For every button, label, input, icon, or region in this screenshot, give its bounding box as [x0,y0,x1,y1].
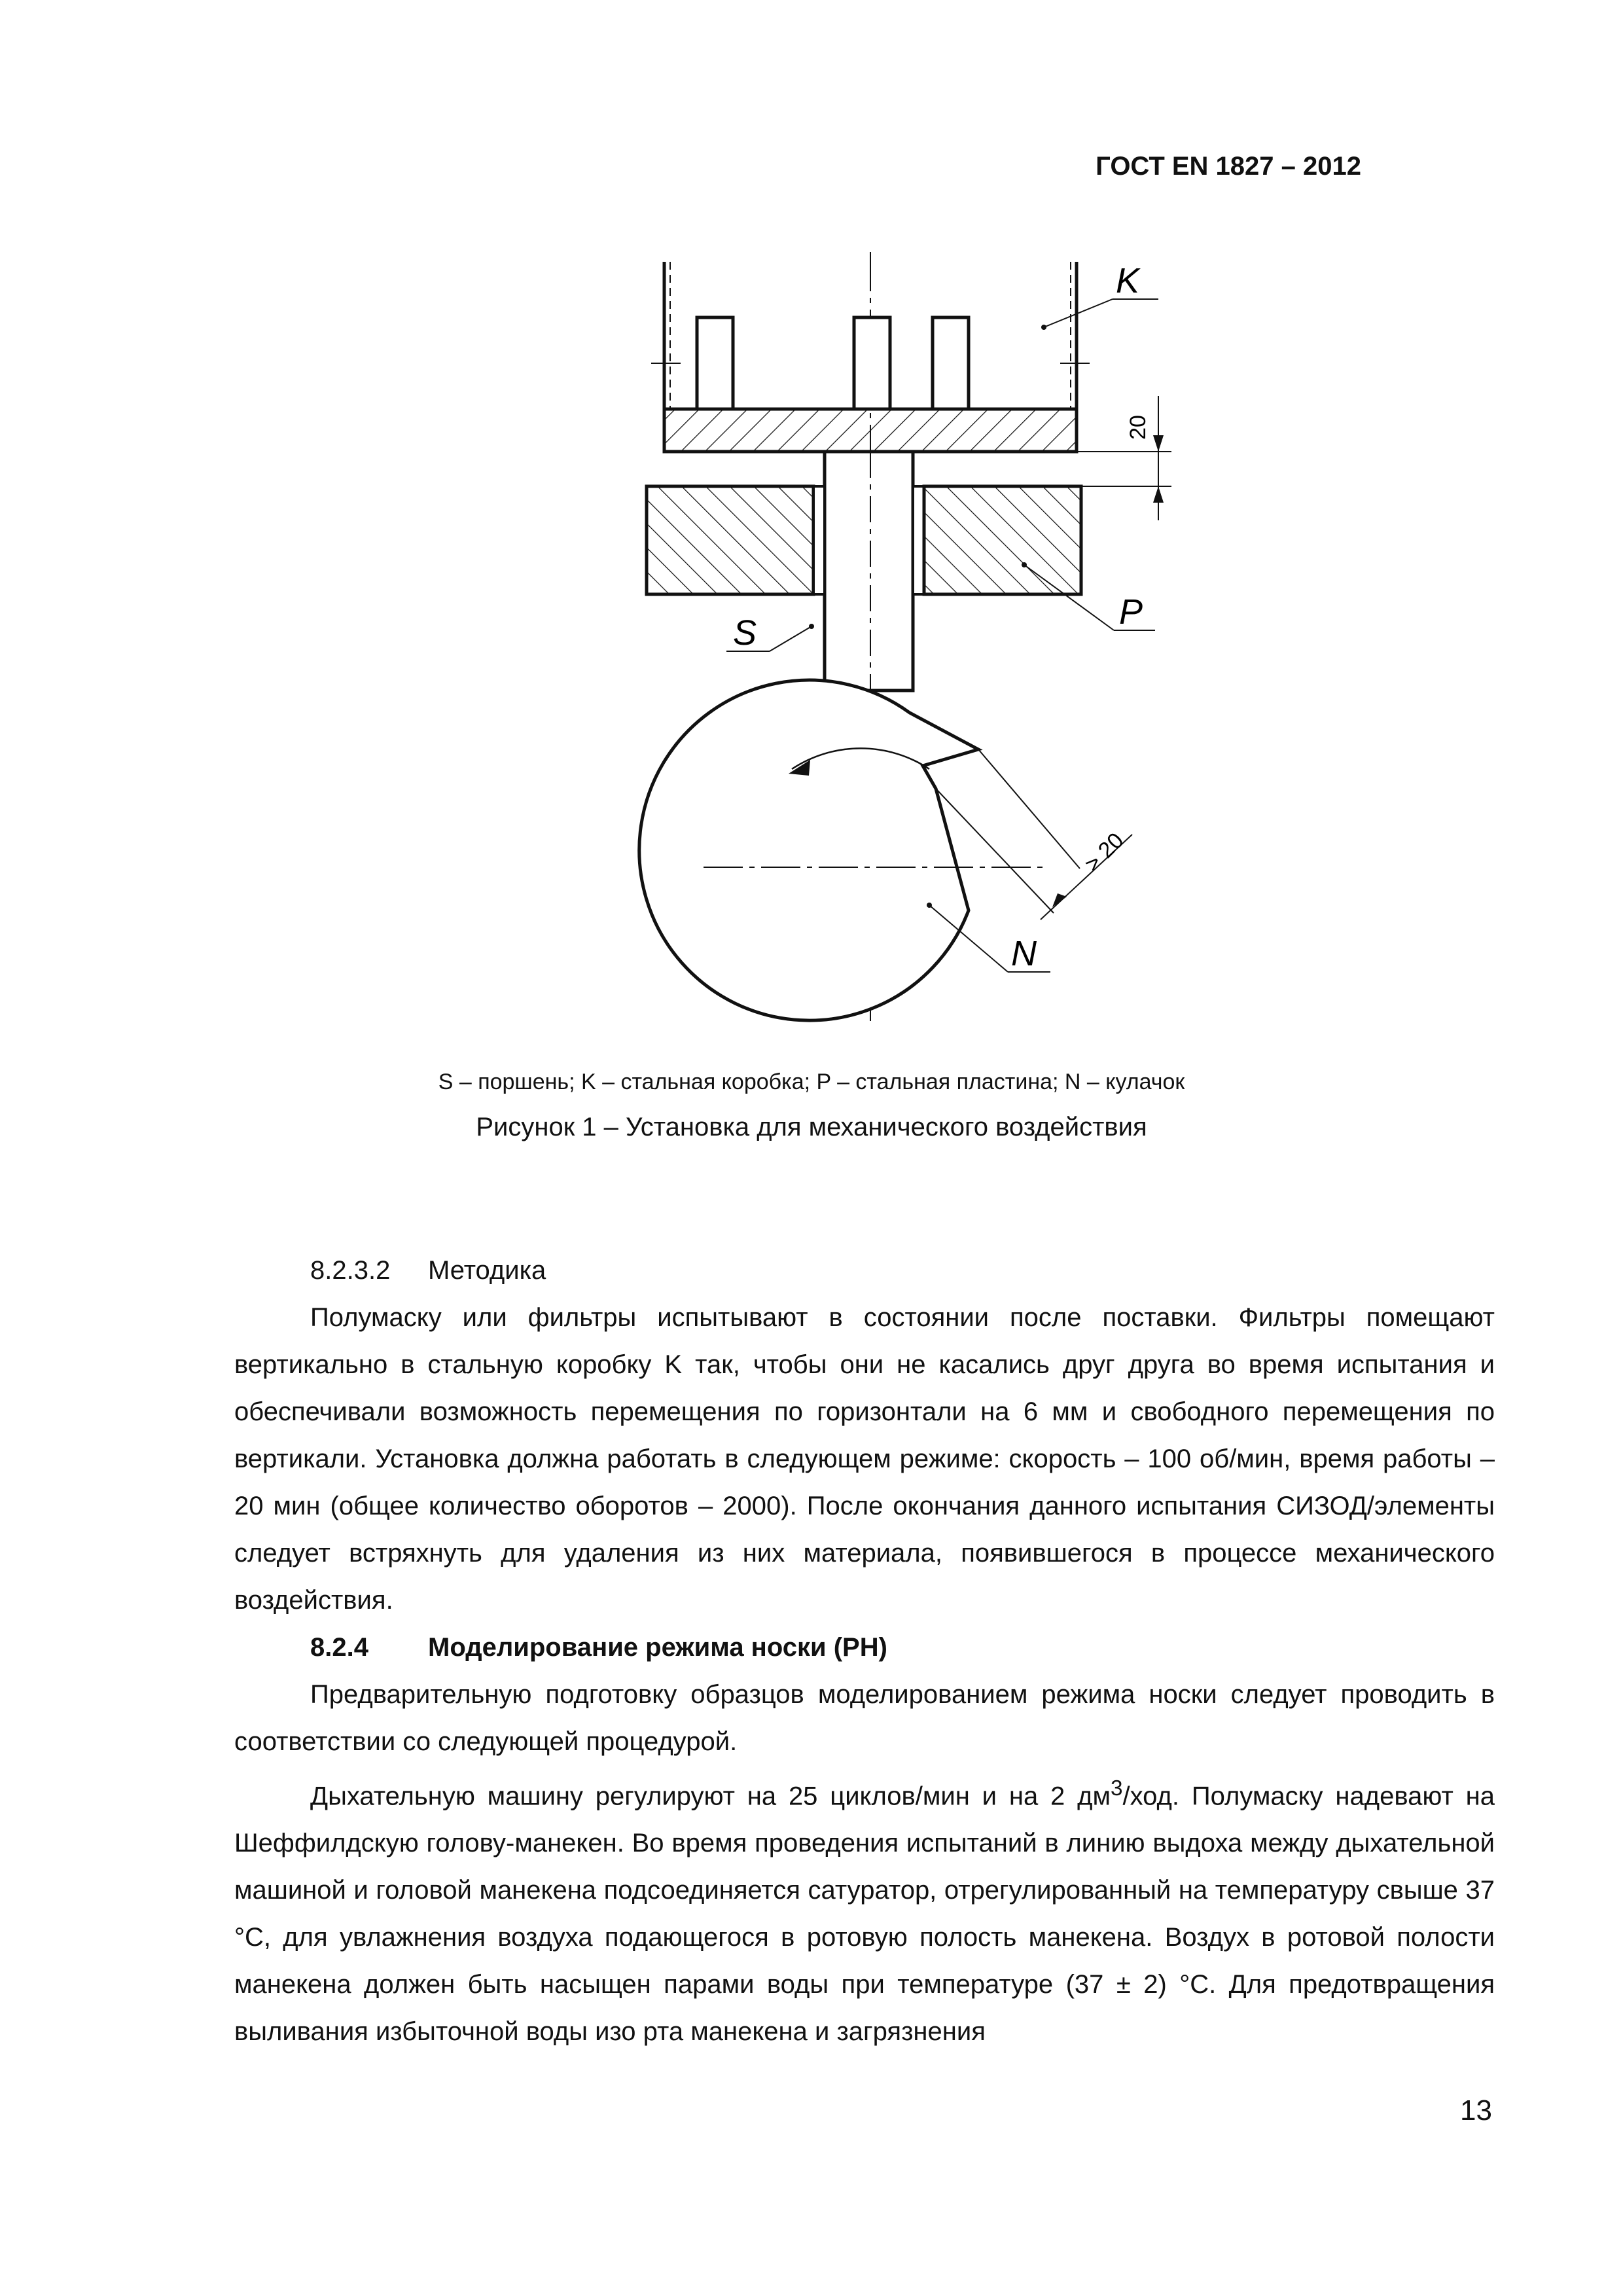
section-number: 8.2.4 [310,1633,368,1662]
cam-n [639,680,1047,1020]
superscript: 3 [1110,1776,1123,1801]
filter-2 [854,317,890,409]
figure-mechanical-setup [615,252,1204,1024]
section-number: 8.2.3.2 [310,1256,391,1285]
dimension-20 [1077,396,1171,520]
paragraph-wear-simulation-2 [234,1765,1495,2055]
label-s: S [733,613,757,653]
section-8-2-3-2-heading [234,1247,1495,1294]
dimension-20-text: 20 [1126,415,1150,440]
paragraph-wear-simulation-1: Предварительную подготовку образцов моделированием режима носки следует проводить в соответствии со следующей процедурой. [234,1680,1495,1756]
figure-legend: S – поршень; K – стальная коробка; P – стальная пластина; N – кулачок [438,1069,1185,1094]
label-n: N [1011,934,1037,973]
box-bottom-plate [664,409,1077,452]
label-k-leader [1041,261,1158,330]
document-header: ГОСТ EN 1827 – 2012 [1096,152,1361,181]
section-8-2-4-heading [234,1624,1495,1671]
section-title: Методика [428,1256,546,1285]
piston-s [825,452,913,691]
section-title: Моделирование режима носки (РН) [428,1633,887,1662]
paragraph-text: Дыхательную машину регулируют на 25 циклов/мин и на 2 дм [310,1782,1111,1811]
figure-caption: Рисунок 1 – Установка для механического воздействия [476,1113,1147,1141]
setup-drawing [615,252,1204,1024]
label-p: P [1119,592,1143,632]
body-text [234,1247,1495,2055]
label-k: K [1116,261,1140,300]
paragraph-methodology: Полумаску или фильтры испытывают в состоянии после поставки. Фильтры помещают вертикально в стальную коробку K так, чтобы они не касались друг друга во время испытания и обеспечивали возможность перемещения по горизонтали на 6 мм и свободного перемещения по вертикали. Установка должна работать в следующем режиме: скорость – 100 об/мин, время работы – 20 мин (общее количество оборотов – 2000). После окончания данного испытания СИЗОД/элементы следует встряхнуть для удаления из них материала, появившегося в процессе механического воздействия. [234,1303,1495,1615]
filter-1 [697,317,733,409]
label-s-leader [726,613,814,653]
dimension-gt20-text: > 20 [1080,828,1129,877]
filter-3 [933,317,969,409]
paragraph-text: /ход. Полумаску надевают на Шеффилдскую голову-манекен. Во время проведения испытаний в линию выдоха между дыхательной машиной и головой манекена подсоединяется сатуратор, отрегулированный на температуру свыше 37 °С, для увлажнения воздуха подающегося в ротовую полость манекена. Воздух в ротовой полости манекена должен быть насыщен парами воды при температуре (37 ± 2) °С. Для предотвращения выливания избыточной воды изо рта манекена и загрязнения [234,1782,1495,2047]
page-number: 13 [1460,2094,1492,2126]
